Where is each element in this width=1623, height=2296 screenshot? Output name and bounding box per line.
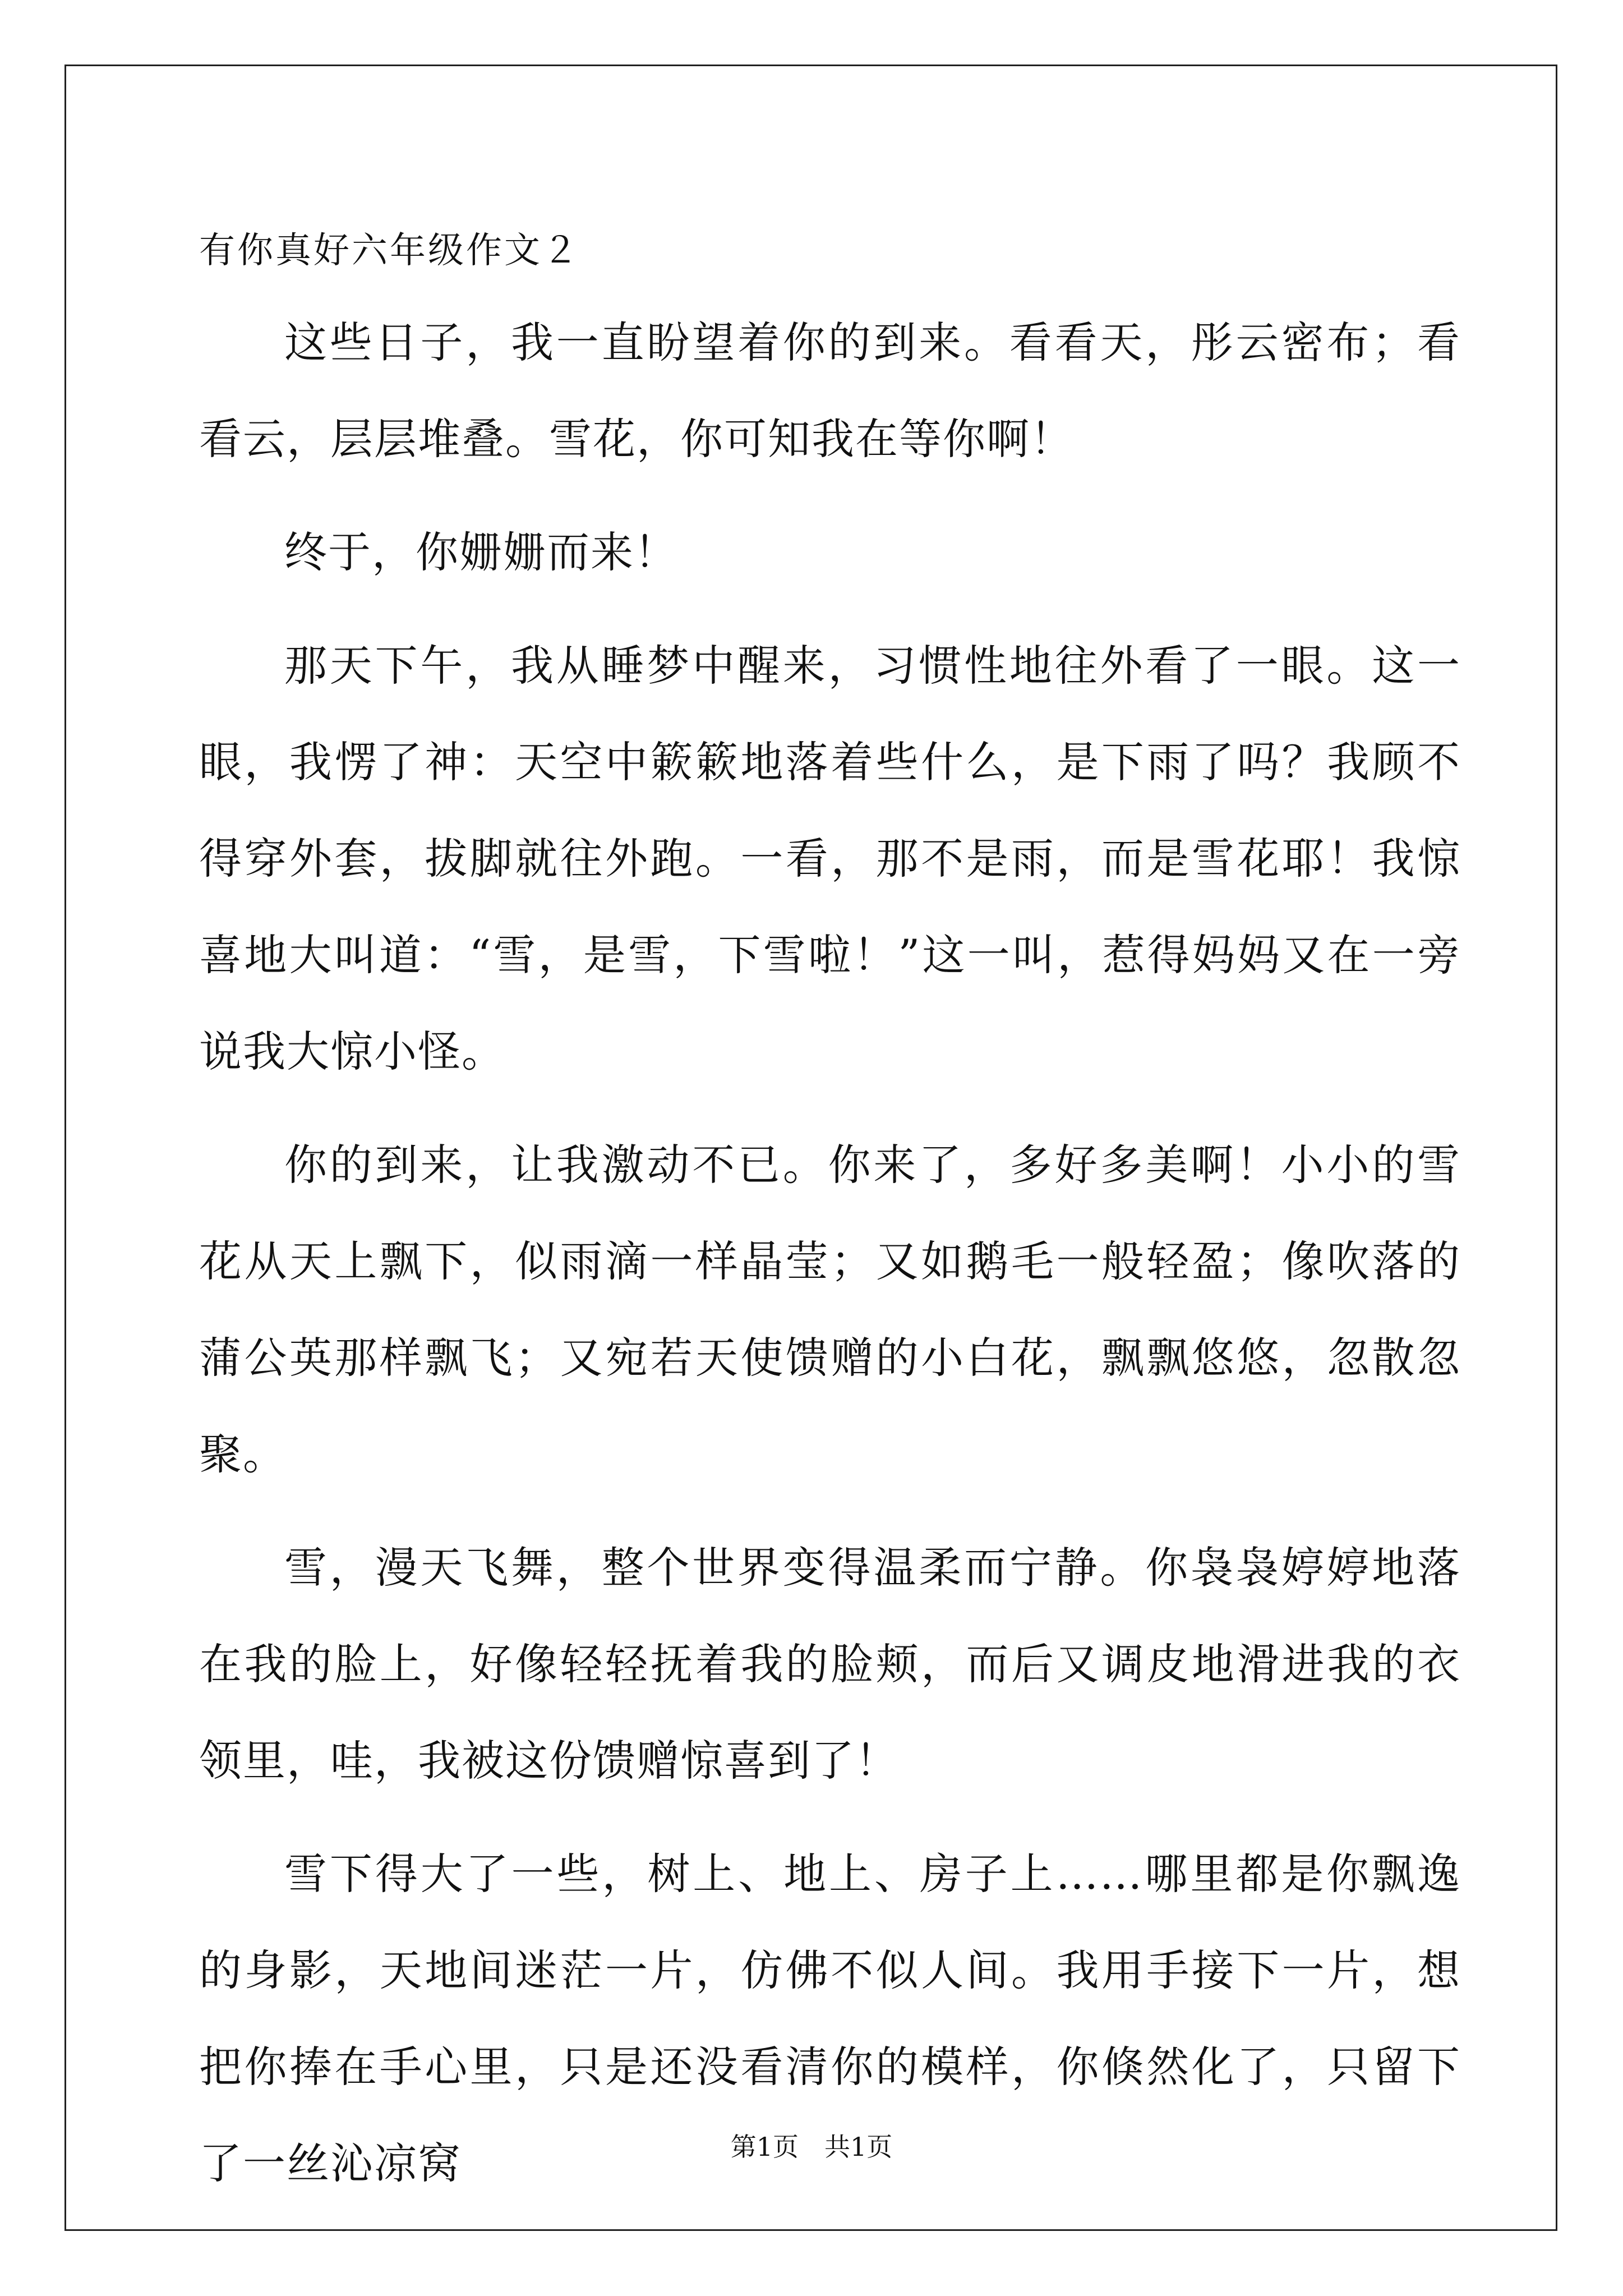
- paragraph-2: 终于，你姗姗而来！: [284, 527, 678, 577]
- paragraph-4: 你的到来，让我激动不已。你来了，多好多美啊！小小的雪花从天上飘下，似雨滴一样晶莹；又如鹅毛一般轻盈；像吹落的蒲公英那样飘飞；又宛若天使馈赠的小白花，飘飘悠悠，忽散忽聚。: [199, 1140, 1461, 1479]
- document-title: 有你真好六年级作文２: [199, 230, 580, 272]
- paragraph-3: 那天下午，我从睡梦中醒来，习惯性地往外看了一眼。这一眼，我愣了神：天空中簌簌地落着些什么，是下雨了吗？我顾不得穿外套，拔脚就往外跑。一看，那不是雨，而是雪花耶！我惊喜地大叫道：“雪，是雪，下雪啦！”这一叫，惹得妈妈又在一旁说我大惊小怪。: [199, 641, 1461, 1076]
- paragraph-5: 雪，漫天飞舞，整个世界变得温柔而宁静。你袅袅婷婷地落在我的脸上，好像轻轻抚着我的脸颊，而后又调皮地滑进我的衣领里，哇，我被这份馈赠惊喜到了！: [199, 1543, 1461, 1786]
- page-number-footer: 第1页 共1页: [730, 2132, 893, 2162]
- paragraph-6: 雪下得大了一些，树上、地上、房子上……哪里都是你飘逸的身影，天地间迷茫一片，仿佛不似人间。我用手接下一片，想把你捧在手心里，只是还没看清你的模样，你倏然化了，只留下了一丝沁凉窝: [199, 1849, 1461, 2188]
- paragraph-1: 这些日子，我一直盼望着你的到来。看看天，彤云密布；看看云，层层堆叠。雪花，你可知我在等你啊！: [199, 318, 1461, 464]
